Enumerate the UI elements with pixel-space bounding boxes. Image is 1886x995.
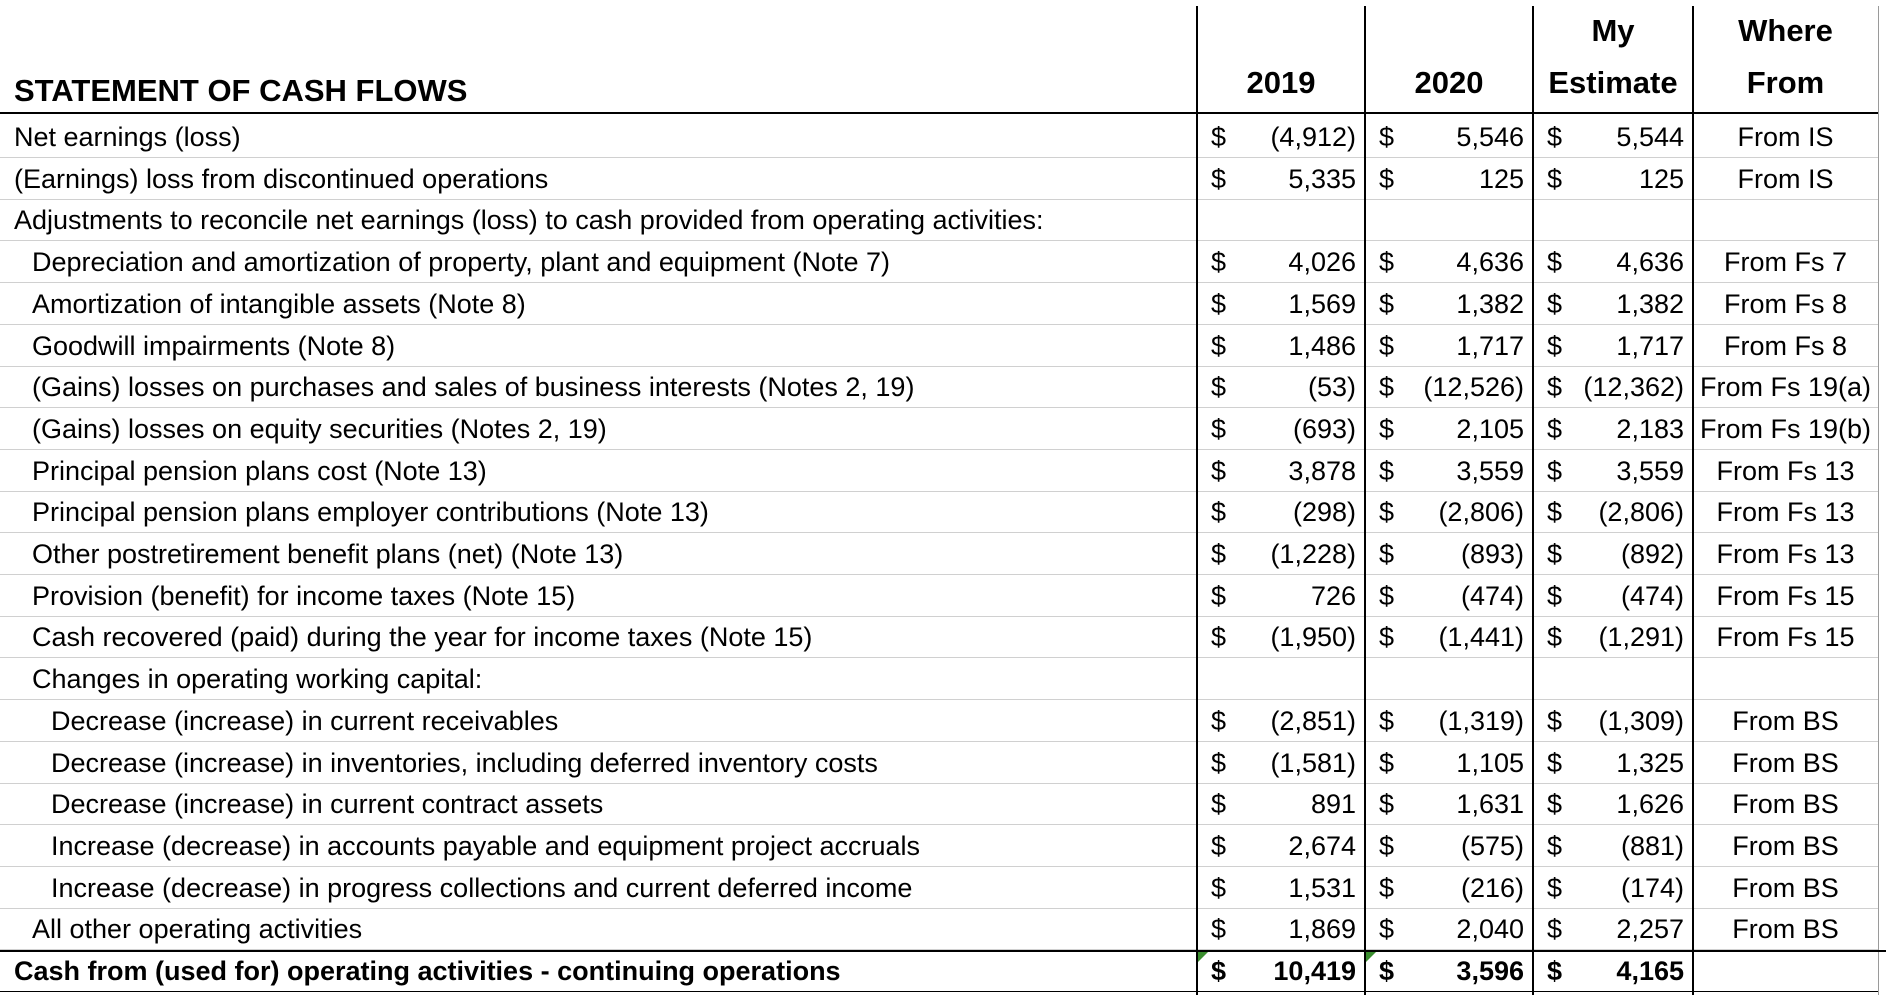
source-cell[interactable] (1693, 199, 1878, 241)
value-cell-estimate[interactable] (1533, 116, 1693, 158)
currency-symbol: $ (1547, 580, 1563, 611)
source-cell[interactable]: From Fs 7 (1693, 241, 1878, 283)
cell-value: (12,362) (1583, 372, 1684, 403)
currency-symbol: $ (1547, 956, 1563, 986)
currency-symbol: $ (1379, 580, 1395, 611)
row-label-cell[interactable]: Principal pension plans employer contributions (Note 13) (0, 491, 1197, 533)
value-cell-y2019[interactable] (1197, 616, 1365, 658)
cell-value: 2,183 (1616, 413, 1684, 444)
currency-symbol: $ (1211, 580, 1227, 611)
currency-symbol: $ (1379, 413, 1395, 444)
cell-value: (1,291) (1598, 622, 1684, 653)
currency-symbol: $ (1379, 372, 1395, 403)
currency-symbol: $ (1211, 747, 1227, 778)
cell-value: (2,806) (1438, 497, 1524, 528)
currency-symbol: $ (1211, 372, 1227, 403)
row-label-cell[interactable]: Cash recovered (paid) during the year for income taxes (Note 15) (0, 616, 1197, 658)
value-cell-y2020[interactable] (1365, 867, 1533, 909)
currency-symbol: $ (1211, 872, 1227, 903)
cell-value: (893) (1460, 539, 1524, 569)
row-label-cell[interactable]: Adjustments to reconcile net earnings (loss) to cash provided from operating activities: (0, 199, 1197, 241)
value-cell-y2019[interactable] (1197, 366, 1365, 408)
cell-value: 4,165 (1616, 956, 1684, 986)
value-cell-y2019[interactable] (1197, 199, 1365, 241)
value-cell-y2019[interactable] (1197, 158, 1365, 200)
source-cell[interactable]: From Fs 19(b) (1693, 408, 1878, 450)
currency-symbol: $ (1547, 330, 1563, 361)
currency-symbol: $ (1379, 956, 1395, 986)
cell-value: 5,544 (1616, 122, 1684, 152)
currency-symbol: $ (1379, 122, 1395, 152)
table-row (0, 241, 1886, 283)
value-cell-estimate[interactable] (1533, 199, 1693, 241)
table-row (0, 658, 1886, 700)
value-cell-y2019[interactable] (1197, 950, 1365, 992)
value-cell-y2019[interactable] (1197, 783, 1365, 825)
value-cell-y2019[interactable] (1197, 491, 1365, 533)
cell-value: 4,026 (1288, 247, 1356, 278)
currency-symbol: $ (1547, 872, 1563, 903)
cell-value: (693) (1292, 413, 1356, 444)
row-label-cell[interactable]: Changes in operating working capital: (0, 658, 1197, 700)
cell-value: 5,546 (1456, 122, 1524, 152)
cell-formula-indicator-icon (1198, 952, 1208, 962)
column-divider (1532, 6, 1534, 995)
header-source-line2: From (1746, 65, 1825, 100)
cell-value: (474) (1620, 580, 1684, 611)
source-cell[interactable]: From BS (1693, 867, 1878, 909)
currency-symbol: $ (1379, 872, 1395, 903)
header-source-line1: Where (1738, 13, 1833, 48)
cell-value: 4,636 (1616, 247, 1684, 278)
cell-value: (298) (1292, 497, 1356, 528)
currency-symbol: $ (1547, 705, 1563, 736)
column-divider (1692, 6, 1694, 995)
currency-symbol: $ (1211, 956, 1227, 986)
value-cell-y2020[interactable] (1365, 199, 1533, 241)
value-cell-y2020[interactable] (1365, 950, 1533, 992)
table-row (0, 325, 1886, 367)
row-label-cell[interactable]: Goodwill impairments (Note 8) (0, 325, 1197, 367)
value-cell-y2020[interactable] (1365, 575, 1533, 617)
source-cell[interactable]: From BS (1693, 908, 1878, 950)
currency-symbol: $ (1379, 330, 1395, 361)
cell-value: 2,105 (1456, 413, 1524, 444)
table-row (0, 616, 1886, 658)
cell-value: 2,257 (1616, 914, 1684, 945)
value-cell-estimate[interactable] (1533, 700, 1693, 742)
column-divider (1196, 6, 1198, 995)
cell-value: 125 (1478, 163, 1524, 194)
value-cell-y2019[interactable] (1197, 325, 1365, 367)
cell-value: (1,441) (1438, 622, 1524, 653)
currency-symbol: $ (1379, 288, 1395, 319)
value-cell-y2019[interactable] (1197, 116, 1365, 158)
cell-value: (4,912) (1270, 122, 1356, 152)
currency-symbol: $ (1211, 288, 1227, 319)
value-cell-estimate[interactable] (1533, 408, 1693, 450)
currency-symbol: $ (1547, 539, 1563, 569)
cell-value: 4,636 (1456, 247, 1524, 278)
cell-value: 1,486 (1288, 330, 1356, 361)
value-cell-y2020[interactable] (1365, 700, 1533, 742)
row-label-cell[interactable]: All other operating activities (0, 908, 1197, 950)
cell-value: 5,335 (1288, 163, 1356, 194)
cell-value: (1,581) (1270, 747, 1356, 778)
value-cell-y2019[interactable] (1197, 825, 1365, 867)
table-row (0, 908, 1886, 950)
row-label-cell[interactable]: Cash from (used for) operating activities - continuing operations (0, 950, 1197, 992)
header-2020-cell[interactable] (1365, 6, 1533, 114)
currency-symbol: $ (1211, 122, 1227, 152)
value-cell-y2020[interactable] (1365, 658, 1533, 700)
cell-value: (575) (1460, 830, 1524, 861)
cell-value: 125 (1638, 163, 1684, 194)
row-label-cell[interactable]: Depreciation and amortization of property, plant and equipment (Note 7) (0, 241, 1197, 283)
currency-symbol: $ (1211, 247, 1227, 278)
currency-symbol: $ (1379, 705, 1395, 736)
row-label-cell[interactable]: Decrease (increase) in inventories, including deferred inventory costs (0, 742, 1197, 784)
table-row (0, 825, 1886, 867)
cell-value: 3,559 (1616, 455, 1684, 486)
cell-value: 1,717 (1616, 330, 1684, 361)
currency-symbol: $ (1547, 455, 1563, 486)
table-row (0, 700, 1886, 742)
source-cell[interactable] (1693, 950, 1878, 992)
currency-symbol: $ (1547, 622, 1563, 653)
cell-value: 1,382 (1456, 288, 1524, 319)
value-cell-estimate[interactable] (1533, 283, 1693, 325)
currency-symbol: $ (1211, 622, 1227, 653)
currency-symbol: $ (1547, 497, 1563, 528)
row-label-cell[interactable]: Other postretirement benefit plans (net) (Note 13) (0, 533, 1197, 575)
value-cell-y2020[interactable] (1365, 742, 1533, 784)
row-label-cell[interactable]: Net earnings (loss) (0, 116, 1197, 158)
currency-symbol: $ (1547, 372, 1563, 403)
value-cell-y2020[interactable] (1365, 908, 1533, 950)
currency-symbol: $ (1547, 914, 1563, 945)
cell-value: 2,040 (1456, 914, 1524, 945)
row-label-cell[interactable]: Increase (decrease) in progress collections and current deferred income (0, 867, 1197, 909)
currency-symbol: $ (1379, 539, 1395, 569)
value-cell-estimate[interactable] (1533, 325, 1693, 367)
value-cell-y2019[interactable] (1197, 241, 1365, 283)
currency-symbol: $ (1547, 122, 1563, 152)
value-cell-y2019[interactable] (1197, 450, 1365, 492)
table-row (0, 533, 1886, 575)
value-cell-estimate[interactable] (1533, 575, 1693, 617)
table-row (0, 283, 1886, 325)
currency-symbol: $ (1379, 789, 1395, 820)
value-cell-estimate[interactable] (1533, 950, 1693, 992)
currency-symbol: $ (1379, 163, 1395, 194)
currency-symbol: $ (1211, 497, 1227, 528)
source-cell[interactable]: From BS (1693, 742, 1878, 784)
currency-symbol: $ (1379, 247, 1395, 278)
statement-title: STATEMENT OF CASH FLOWS (14, 73, 468, 108)
cell-value: 1,105 (1456, 747, 1524, 778)
header-estimate-line1: My (1591, 13, 1635, 48)
cell-value: (174) (1620, 872, 1684, 903)
source-cell[interactable]: From Fs 13 (1693, 533, 1878, 575)
header-2019-label: 2019 (1246, 65, 1316, 100)
value-cell-y2019[interactable] (1197, 408, 1365, 450)
currency-symbol: $ (1547, 830, 1563, 861)
value-cell-y2020[interactable] (1365, 825, 1533, 867)
row-label-cell[interactable]: Decrease (increase) in current contract assets (0, 783, 1197, 825)
row-label-cell[interactable]: Decrease (increase) in current receivables (0, 700, 1197, 742)
cell-value: 1,869 (1288, 914, 1356, 945)
cell-value: (881) (1620, 830, 1684, 861)
value-cell-estimate[interactable] (1533, 241, 1693, 283)
cell-value: 3,878 (1288, 455, 1356, 486)
cell-value: (474) (1460, 580, 1524, 611)
source-cell[interactable]: From Fs 13 (1693, 491, 1878, 533)
table-row (0, 783, 1886, 825)
cell-value: 891 (1310, 789, 1356, 820)
value-cell-y2019[interactable] (1197, 533, 1365, 575)
value-cell-y2020[interactable] (1365, 533, 1533, 575)
header-2019-cell[interactable] (1197, 6, 1365, 114)
value-cell-y2019[interactable] (1197, 867, 1365, 909)
value-cell-y2020[interactable] (1365, 158, 1533, 200)
currency-symbol: $ (1211, 539, 1227, 569)
value-cell-y2020[interactable] (1365, 408, 1533, 450)
header-title-cell[interactable] (0, 6, 1197, 114)
row-label-cell[interactable]: (Gains) losses on purchases and sales of business interests (Notes 2, 19) (0, 366, 1197, 408)
row-label-cell[interactable]: Provision (benefit) for income taxes (Note 15) (0, 575, 1197, 617)
source-cell[interactable]: From Fs 15 (1693, 616, 1878, 658)
source-cell[interactable]: From BS (1693, 700, 1878, 742)
table-row (0, 491, 1886, 533)
row-label-cell[interactable]: (Earnings) loss from discontinued operations (0, 158, 1197, 200)
value-cell-y2020[interactable] (1365, 116, 1533, 158)
value-cell-estimate[interactable] (1533, 908, 1693, 950)
cell-value: 1,382 (1616, 288, 1684, 319)
cell-value: 1,569 (1288, 288, 1356, 319)
value-cell-estimate[interactable] (1533, 366, 1693, 408)
source-cell[interactable]: From BS (1693, 783, 1878, 825)
value-cell-estimate[interactable] (1533, 783, 1693, 825)
currency-symbol: $ (1379, 622, 1395, 653)
total-row (0, 950, 1886, 992)
value-cell-y2019[interactable] (1197, 742, 1365, 784)
table-row (0, 158, 1886, 200)
value-cell-estimate[interactable] (1533, 658, 1693, 700)
value-cell-estimate[interactable] (1533, 616, 1693, 658)
value-cell-estimate[interactable] (1533, 450, 1693, 492)
currency-symbol: $ (1211, 413, 1227, 444)
cell-value: (216) (1460, 872, 1524, 903)
source-cell[interactable]: From Fs 13 (1693, 450, 1878, 492)
currency-symbol: $ (1547, 413, 1563, 444)
source-cell[interactable] (1693, 658, 1878, 700)
table-row (0, 199, 1886, 241)
cell-value: 1,531 (1288, 872, 1356, 903)
table-row (0, 742, 1886, 784)
cell-value: (2,806) (1598, 497, 1684, 528)
source-cell[interactable]: From Fs 19(a) (1693, 366, 1878, 408)
value-cell-y2019[interactable] (1197, 908, 1365, 950)
currency-symbol: $ (1379, 747, 1395, 778)
cell-value: 3,559 (1456, 455, 1524, 486)
value-cell-estimate[interactable] (1533, 491, 1693, 533)
value-cell-y2019[interactable] (1197, 700, 1365, 742)
value-cell-y2020[interactable] (1365, 491, 1533, 533)
value-cell-y2020[interactable] (1365, 616, 1533, 658)
row-label-cell[interactable]: Amortization of intangible assets (Note 8) (0, 283, 1197, 325)
currency-symbol: $ (1547, 789, 1563, 820)
value-cell-y2020[interactable] (1365, 283, 1533, 325)
cell-value: 2,674 (1288, 830, 1356, 861)
row-label-cell[interactable]: Increase (decrease) in accounts payable and equipment project accruals (0, 825, 1197, 867)
currency-symbol: $ (1547, 747, 1563, 778)
currency-symbol: $ (1379, 830, 1395, 861)
column-divider (1878, 6, 1879, 995)
currency-symbol: $ (1547, 163, 1563, 194)
value-cell-estimate[interactable] (1533, 825, 1693, 867)
value-cell-estimate[interactable] (1533, 533, 1693, 575)
row-label-cell[interactable]: (Gains) losses on equity securities (Notes 2, 19) (0, 408, 1197, 450)
cell-value: 1,717 (1456, 330, 1524, 361)
value-cell-y2019[interactable] (1197, 283, 1365, 325)
cell-value: (53) (1307, 372, 1356, 403)
row-label-cell[interactable]: Principal pension plans cost (Note 13) (0, 450, 1197, 492)
source-cell[interactable]: From Fs 8 (1693, 325, 1878, 367)
cell-value: 10,419 (1273, 956, 1356, 986)
cell-value: 1,626 (1616, 789, 1684, 820)
table-row (0, 408, 1886, 450)
value-cell-estimate[interactable] (1533, 158, 1693, 200)
value-cell-y2019[interactable] (1197, 575, 1365, 617)
header-estimate-cell[interactable] (1533, 6, 1693, 114)
cell-value: 726 (1310, 580, 1356, 611)
value-cell-estimate[interactable] (1533, 742, 1693, 784)
value-cell-y2019[interactable] (1197, 658, 1365, 700)
currency-symbol: $ (1547, 247, 1563, 278)
source-cell[interactable]: From Fs 15 (1693, 575, 1878, 617)
table-row (0, 116, 1886, 158)
header-estimate-line2: Estimate (1548, 65, 1678, 100)
table-row (0, 867, 1886, 909)
currency-symbol: $ (1211, 330, 1227, 361)
table-row (0, 366, 1886, 408)
table-row (0, 575, 1886, 617)
cell-value: (1,950) (1270, 622, 1356, 653)
currency-symbol: $ (1211, 705, 1227, 736)
cell-value: 1,631 (1456, 789, 1524, 820)
value-cell-y2020[interactable] (1365, 366, 1533, 408)
currency-symbol: $ (1211, 830, 1227, 861)
total-row-rule (0, 950, 1886, 952)
cell-formula-indicator-icon (1366, 952, 1376, 962)
source-cell[interactable]: From BS (1693, 825, 1878, 867)
currency-symbol: $ (1211, 455, 1227, 486)
currency-symbol: $ (1379, 455, 1395, 486)
cell-value: 3,596 (1456, 956, 1524, 986)
header-source-cell[interactable] (1693, 6, 1878, 114)
cell-value: 1,325 (1616, 747, 1684, 778)
table-row (0, 450, 1886, 492)
column-divider (1364, 6, 1366, 995)
source-cell[interactable]: From Fs 8 (1693, 283, 1878, 325)
source-cell[interactable]: From IS (1693, 116, 1878, 158)
currency-symbol: $ (1547, 288, 1563, 319)
source-cell[interactable]: From IS (1693, 158, 1878, 200)
cell-value: (892) (1620, 539, 1684, 569)
header-2020-label: 2020 (1414, 65, 1484, 100)
currency-symbol: $ (1211, 163, 1227, 194)
currency-symbol: $ (1379, 497, 1395, 528)
value-cell-y2020[interactable] (1365, 325, 1533, 367)
cell-value: (12,526) (1423, 372, 1524, 403)
value-cell-estimate[interactable] (1533, 867, 1693, 909)
cell-value: (2,851) (1270, 705, 1356, 736)
value-cell-y2020[interactable] (1365, 783, 1533, 825)
cell-value: (1,319) (1438, 705, 1524, 736)
value-cell-y2020[interactable] (1365, 450, 1533, 492)
value-cell-y2020[interactable] (1365, 241, 1533, 283)
currency-symbol: $ (1211, 789, 1227, 820)
cell-value: (1,309) (1598, 705, 1684, 736)
currency-symbol: $ (1211, 914, 1227, 945)
cell-value: (1,228) (1270, 539, 1356, 569)
currency-symbol: $ (1379, 914, 1395, 945)
